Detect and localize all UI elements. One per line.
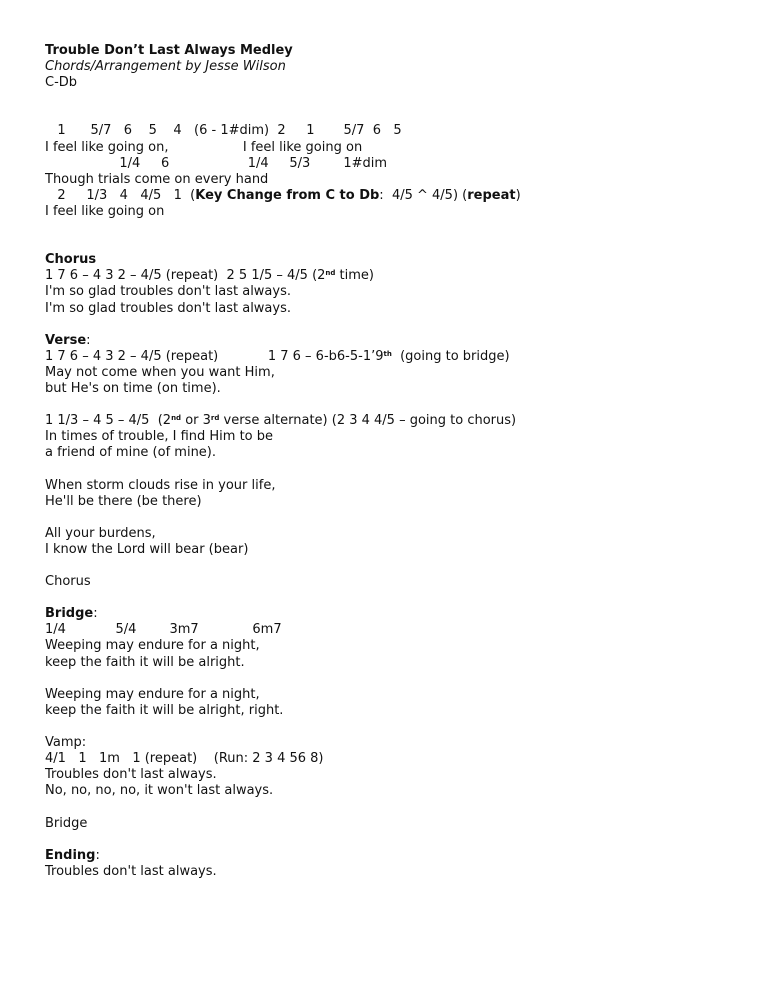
ending-lyric: Troubles don't last always. [45, 863, 217, 879]
chorus-chords [45, 268, 745, 284]
chorus-lyric: I'm so glad troubles don't last always. [45, 284, 291, 300]
bridge-heading-colon: : [93, 606, 98, 622]
bridge-heading-text: Bridge [45, 606, 94, 622]
verse-chords-2-text: 1 1/3 – 4 5 – 4/5 (2 [45, 413, 172, 429]
vamp-lyric: No, no, no, no, it won't last always. [45, 783, 274, 799]
intro-chords-3-end: ) [515, 187, 521, 203]
ending-heading [45, 848, 745, 864]
bridge-lyric: Weeping may endure for a night, [45, 638, 260, 654]
verse-lyric: May not come when you want Him, [45, 364, 275, 380]
superscript: th [383, 349, 392, 358]
verse-lyric: All your burdens, [45, 525, 156, 541]
intro-lyric-2: Though trials come on every hand [45, 171, 269, 187]
bridge-lyric: keep the faith it will be alright, right. [45, 702, 284, 718]
intro-chords-1: 1 5/7 6 5 4 (6 - 1#dim) 2 1 5/7 6 5 [45, 123, 402, 139]
song-title: Trouble Don’t Last Always Medley [45, 43, 293, 58]
bridge-heading [45, 606, 745, 622]
repeat-label: repeat [467, 187, 516, 203]
verse-chords-2-tail: verse alternate) (2 3 4 4/5 – going to chorus) [219, 413, 517, 429]
lead-sheet [45, 43, 745, 880]
verse-chords-2 [45, 413, 745, 429]
verse-lyric: In times of trouble, I find Him to be [45, 429, 274, 445]
superscript: nd [171, 414, 182, 423]
ending-heading-colon: : [95, 847, 100, 863]
superscript: rd [210, 414, 220, 423]
chorus-reference: Chorus [45, 574, 91, 590]
verse-heading [45, 333, 745, 349]
chorus-chords-text: 1 7 6 – 4 3 2 – 4/5 (repeat) 2 5 1/5 – 4/5 (2 [45, 268, 326, 284]
intro-lyric-1: I feel like going on, I feel like going on [45, 139, 363, 155]
ending-heading-text: Ending [45, 847, 96, 863]
verse-chords-2-mid: or 3 [181, 413, 211, 429]
bridge-reference: Bridge [45, 815, 88, 831]
vamp-chords: 4/1 1 1m 1 (repeat) (Run: 2 3 4 56 8) [45, 751, 324, 767]
chorus-lyric: I'm so glad troubles don't last always. [45, 300, 291, 316]
chorus-heading: Chorus [45, 252, 97, 268]
chorus-chords-tail: time) [335, 268, 374, 284]
key-change-label: Key Change from C to Db [195, 187, 380, 203]
verse-lyric: He'll be there (be there) [45, 493, 202, 509]
verse-heading-colon: : [86, 332, 91, 348]
bridge-chords: 1/4 5/4 3m7 6m7 [45, 622, 282, 638]
arrangement-credit: Chords/Arrangement by Jesse Wilson [45, 59, 286, 75]
intro-chords-2: 1/4 6 1/4 5/3 1#dim [45, 155, 388, 171]
intro-chords-3-middle: : 4/5 ^ 4/5) ( [379, 187, 468, 203]
verse-lyric: When storm clouds rise in your life, [45, 477, 276, 493]
verse-chords-1-text: 1 7 6 – 4 3 2 – 4/5 (repeat) 1 7 6 – 6-b6-5-1’9 [45, 348, 384, 364]
intro-chords-3-start: 2 1/3 4 4/5 1 ( [45, 187, 196, 203]
verse-heading-text: Verse [45, 332, 87, 348]
verse-chords-1-tail: (going to bridge) [391, 348, 510, 364]
key-label: C-Db [45, 75, 78, 91]
bridge-lyric: keep the faith it will be alright. [45, 654, 245, 670]
intro-chords-3 [45, 188, 745, 204]
verse-lyric: a friend of mine (of mine). [45, 445, 217, 461]
vamp-lyric: Troubles don't last always. [45, 767, 217, 783]
verse-chords-1 [45, 349, 745, 365]
vamp-heading: Vamp: [45, 735, 87, 751]
superscript: nd [325, 269, 336, 278]
verse-lyric: I know the Lord will bear (bear) [45, 541, 249, 557]
verse-lyric: but He's on time (on time). [45, 380, 221, 396]
intro-lyric-3: I feel like going on [45, 203, 165, 219]
bridge-lyric: Weeping may endure for a night, [45, 686, 260, 702]
